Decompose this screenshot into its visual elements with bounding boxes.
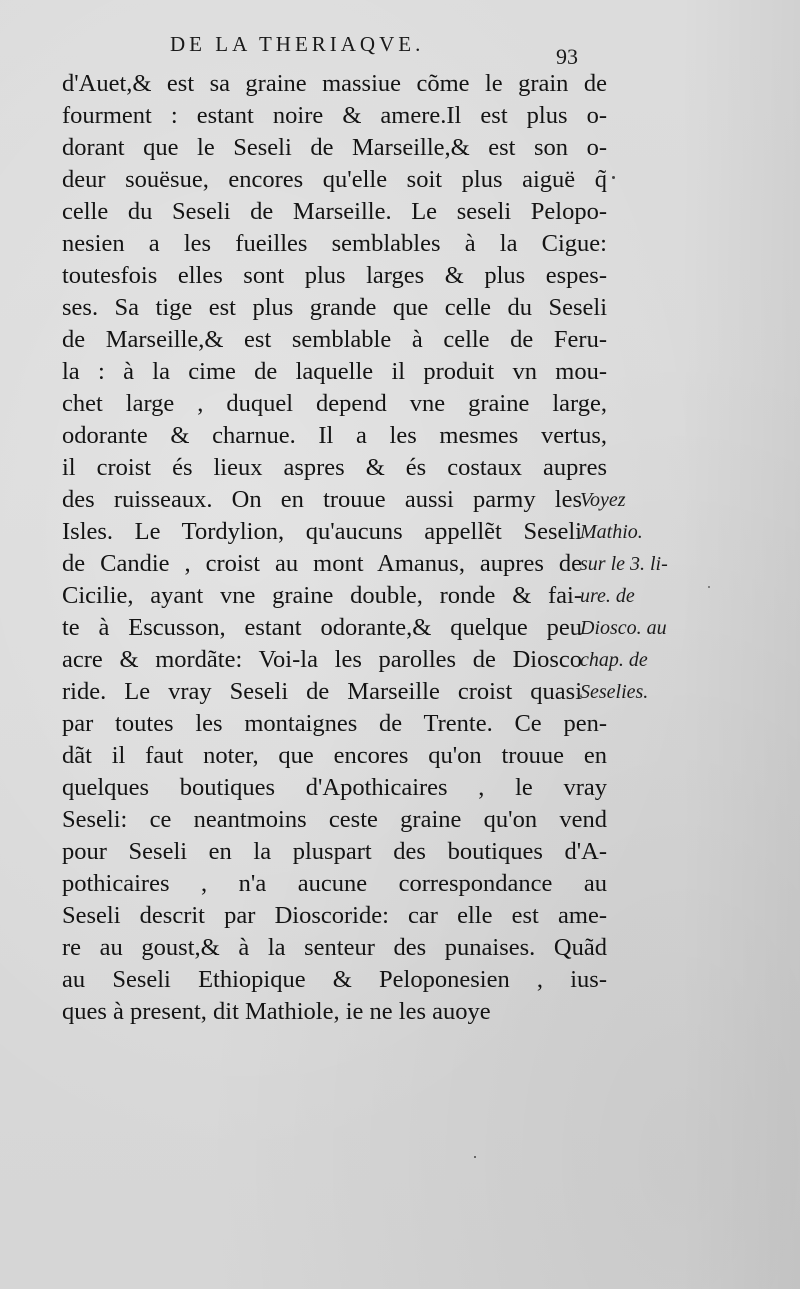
- text-line: re au goust,& à la senteur des punaises. Quãd: [62, 934, 607, 961]
- text-line: quelques boutiques d'Apothicaires , le vray: [62, 774, 607, 801]
- margin-note-line: Voyez: [580, 489, 626, 511]
- ink-speck: [474, 1156, 476, 1158]
- text-line: Seseli descrit par Dioscoride: car elle est ame-: [62, 902, 607, 929]
- text-line: ses. Sa tige est plus grande que celle du Seseli: [62, 294, 607, 321]
- text-line: dãt il faut noter, que encores qu'on trouue en: [62, 742, 607, 769]
- text-line: il croist és lieux aspres & és costaux aupres: [62, 454, 607, 481]
- text-line: ride. Le vray Seseli de Marseille croist quasi: [62, 678, 582, 705]
- margin-note-line: Diosco. au: [580, 617, 667, 639]
- text-line: au Seseli Ethiopique & Peloponesien , ius-: [62, 966, 607, 993]
- body-text: [62, 68, 607, 1028]
- text-line: chet large , duquel depend vne graine large,: [62, 390, 607, 417]
- text-line: te à Escusson, estant odorante,& quelque peu: [62, 614, 582, 641]
- text-line: d'Auet,& est sa graine massiue cõme le grain de: [62, 70, 607, 97]
- margin-note-line: Mathio.: [580, 521, 643, 543]
- margin-note-line: Seselies.: [580, 681, 649, 703]
- text-line: de Candie , croist au mont Amanus, aupres de: [62, 550, 582, 577]
- margin-note: [580, 484, 668, 708]
- ink-speck: [612, 176, 615, 179]
- text-line: pothicaires , n'a aucune correspondance au: [62, 870, 607, 897]
- text-line: nesien a les fueilles semblables à la Cigue:: [62, 230, 607, 257]
- text-line: Isles. Le Tordylion, qu'aucuns appellẽt Seseli: [62, 518, 582, 545]
- text-line: pour Seseli en la pluspart des boutiques d'A-: [62, 838, 607, 865]
- text-line: par toutes les montaignes de Trente. Ce pen-: [62, 710, 607, 737]
- text-line: celle du Seseli de Marseille. Le seseli Pelopo-: [62, 198, 607, 225]
- page-number: 93: [556, 44, 578, 69]
- text-line: odorante & charnue. Il a les mesmes vertus,: [62, 422, 607, 449]
- text-line: Cicilie, ayant vne graine double, ronde & fai-: [62, 582, 582, 609]
- ink-speck: [708, 586, 710, 588]
- margin-note-line: chap. de: [580, 649, 648, 671]
- text-line: dorant que le Seseli de Marseille,& est son o-: [62, 134, 607, 161]
- text-line: deur souësue, encores qu'elle soit plus aiguë q̃: [62, 166, 607, 193]
- running-title: DE LA THERIAQVE.: [170, 32, 425, 56]
- text-line: toutesfois elles sont plus larges & plus espes-: [62, 262, 607, 289]
- margin-note-line: ure. de: [580, 585, 635, 607]
- text-line: Seseli: ce neantmoins ceste graine qu'on vend: [62, 806, 607, 833]
- page-edge-shadow: [680, 0, 800, 1289]
- text-line: la : à la cime de laquelle il produit vn mou-: [62, 358, 607, 385]
- text-line: des ruisseaux. On en trouue aussi parmy les: [62, 486, 582, 513]
- text-line: de Marseille,& est semblable à celle de Feru-: [62, 326, 607, 353]
- text-line: fourment : estant noire & amere.Il est plus o-: [62, 102, 607, 129]
- text-line: acre & mordãte: Voi-la les parolles de Diosco: [62, 646, 582, 673]
- margin-note-line: sur le 3. li-: [580, 553, 668, 575]
- text-line: ques à present, dit Mathiole, ie ne les auoye: [62, 998, 491, 1025]
